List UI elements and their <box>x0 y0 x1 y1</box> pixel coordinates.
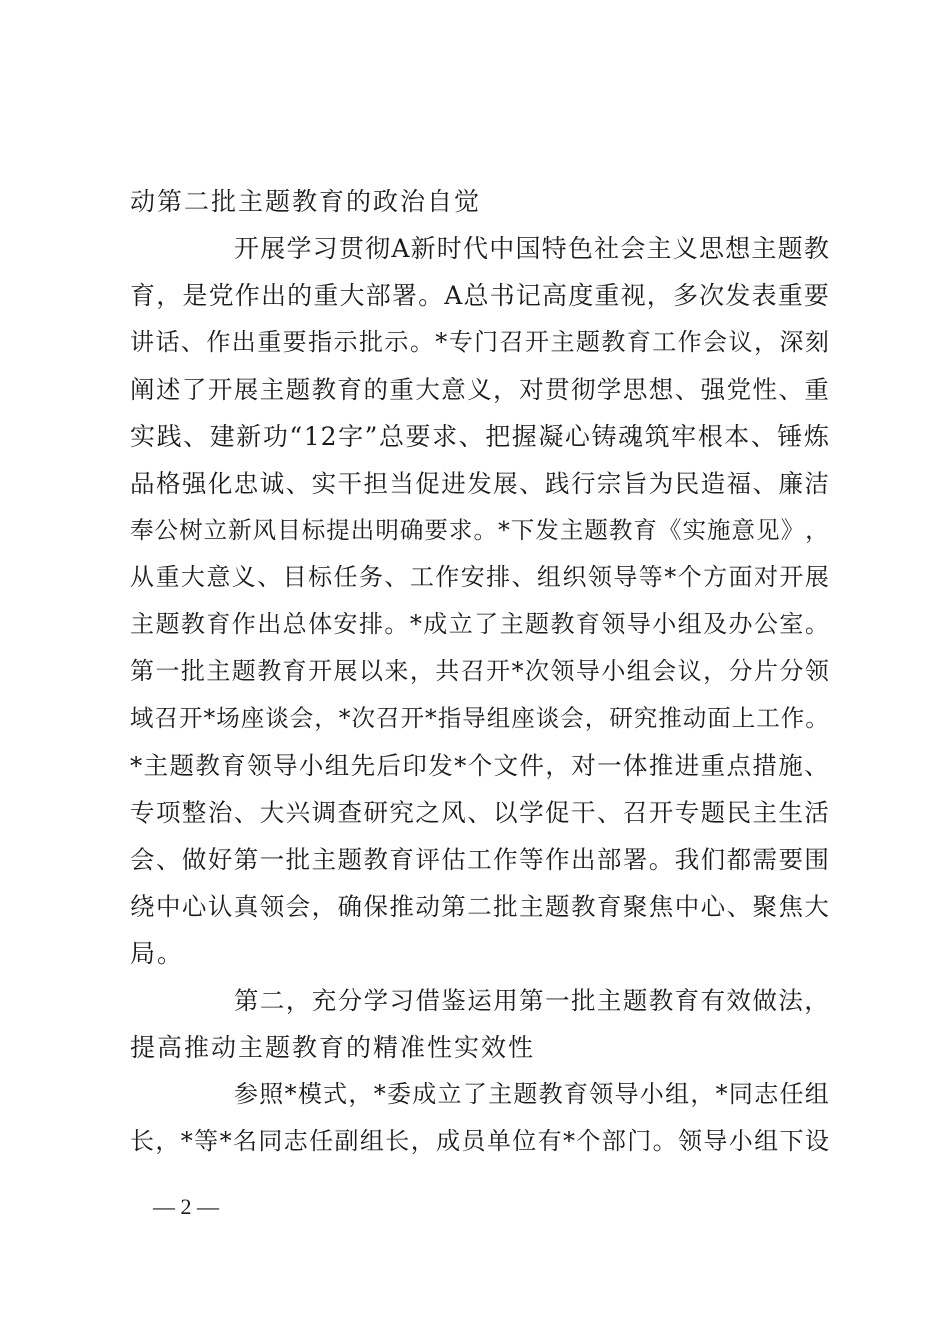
page-number: — 2 — <box>153 1194 219 1219</box>
text-line: 育 ， 是 党 作 出 的 重 大 部 署 。 A 总 书 记 高 度 重 视 ， 多 次 发 表 重 要 <box>130 281 830 310</box>
text-line: 品 格 强 化 忠 诚 、 实 干 担 当 促 进 发 展 、 践 行 宗 旨 为 民 造 福 、 廉 洁 <box>130 469 830 498</box>
text-line: 绕 中 心 认 真 领 会 ， 确 保 推 动 第 二 批 主 题 教 育 聚 焦 中 心 、 聚 焦 大 <box>130 892 830 921</box>
text-line: 第 一 批 主 题 教 育 开 展 以 来 ， 共 召 开 * 次 领 导 小 组 会 议 ， 分 片 分 领 <box>130 657 830 685</box>
document-body <box>130 178 830 1165</box>
text-line: 专 项 整 治 、 大 兴 调 查 研 究 之 风 、 以 学 促 干 、 召 开 专 题 民 主 生 活 <box>130 798 830 827</box>
text-line: 动第二批主题教育的政治自觉 <box>130 187 482 216</box>
text-line: 主 题 教 育 作 出 总 体 安 排 。 * 成 立 了 主 题 教 育 领 导 小 组 及 办 公 室 。 <box>130 610 830 638</box>
text-line: 阐 述 了 开 展 主 题 教 育 的 重 大 意 义 ， 对 贯 彻 学 思 想 、 强 党 性 、 重 <box>130 375 830 404</box>
text-line: 参 照 * 模 式 ， * 委 成 立 了 主 题 教 育 领 导 小 组 ， * 同 志 任 组 <box>234 1080 830 1108</box>
text-line: 局。 <box>130 939 185 968</box>
text-line: 长 ， * 等 * 名 同 志 任 副 组 长 ， 成 员 单 位 有 * 个 部 门 。 领 导 小 组 下 设 <box>130 1127 830 1155</box>
text-line: 从 重 大 意 义 、 目 标 任 务 、 工 作 安 排 、 组 织 领 导 等 * 个 方 面 对 开 展 <box>130 563 830 591</box>
text-line: 域 召 开 * 场 座 谈 会 ， * 次 召 开 * 指 导 组 座 谈 会 ， 研 究 推 动 面 上 工 作 。 <box>130 704 830 732</box>
text-line: 提高推动主题教育的精准性实效性 <box>130 1033 536 1062</box>
text-line: 奉 公 树 立 新 风 目 标 提 出 明 确 要 求 。 * 下 发 主 题 教 育 《 实 施 意 见 》 ， <box>130 516 830 544</box>
text-line: 会 、 做 好 第 一 批 主 题 教 育 评 估 工 作 等 作 出 部 署 。 我 们 都 需 要 围 <box>130 845 830 874</box>
text-line: 实 践 、 建 新 功 “ 12 字 ” 总 要 求 、 把 握 凝 心 铸 魂 筑 牢 根 本 、 锤 炼 <box>130 422 830 451</box>
text-line: 讲 话 、 作 出 重 要 指 示 批 示 。 * 专 门 召 开 主 题 教 育 工 作 会 议 ， 深 刻 <box>130 328 830 356</box>
text-line: 第 二 ， 充 分 学 习 借 鉴 运 用 第 一 批 主 题 教 育 有 效 做 法 ， <box>234 986 830 1015</box>
text-line: 开 展 学 习 贯 彻 A 新 时 代 中 国 特 色 社 会 主 义 思 想 主 题 教 <box>234 234 830 263</box>
text-line: * 主 题 教 育 领 导 小 组 先 后 印 发 * 个 文 件 ， 对 一 体 推 进 重 点 措 施 、 <box>130 751 830 780</box>
